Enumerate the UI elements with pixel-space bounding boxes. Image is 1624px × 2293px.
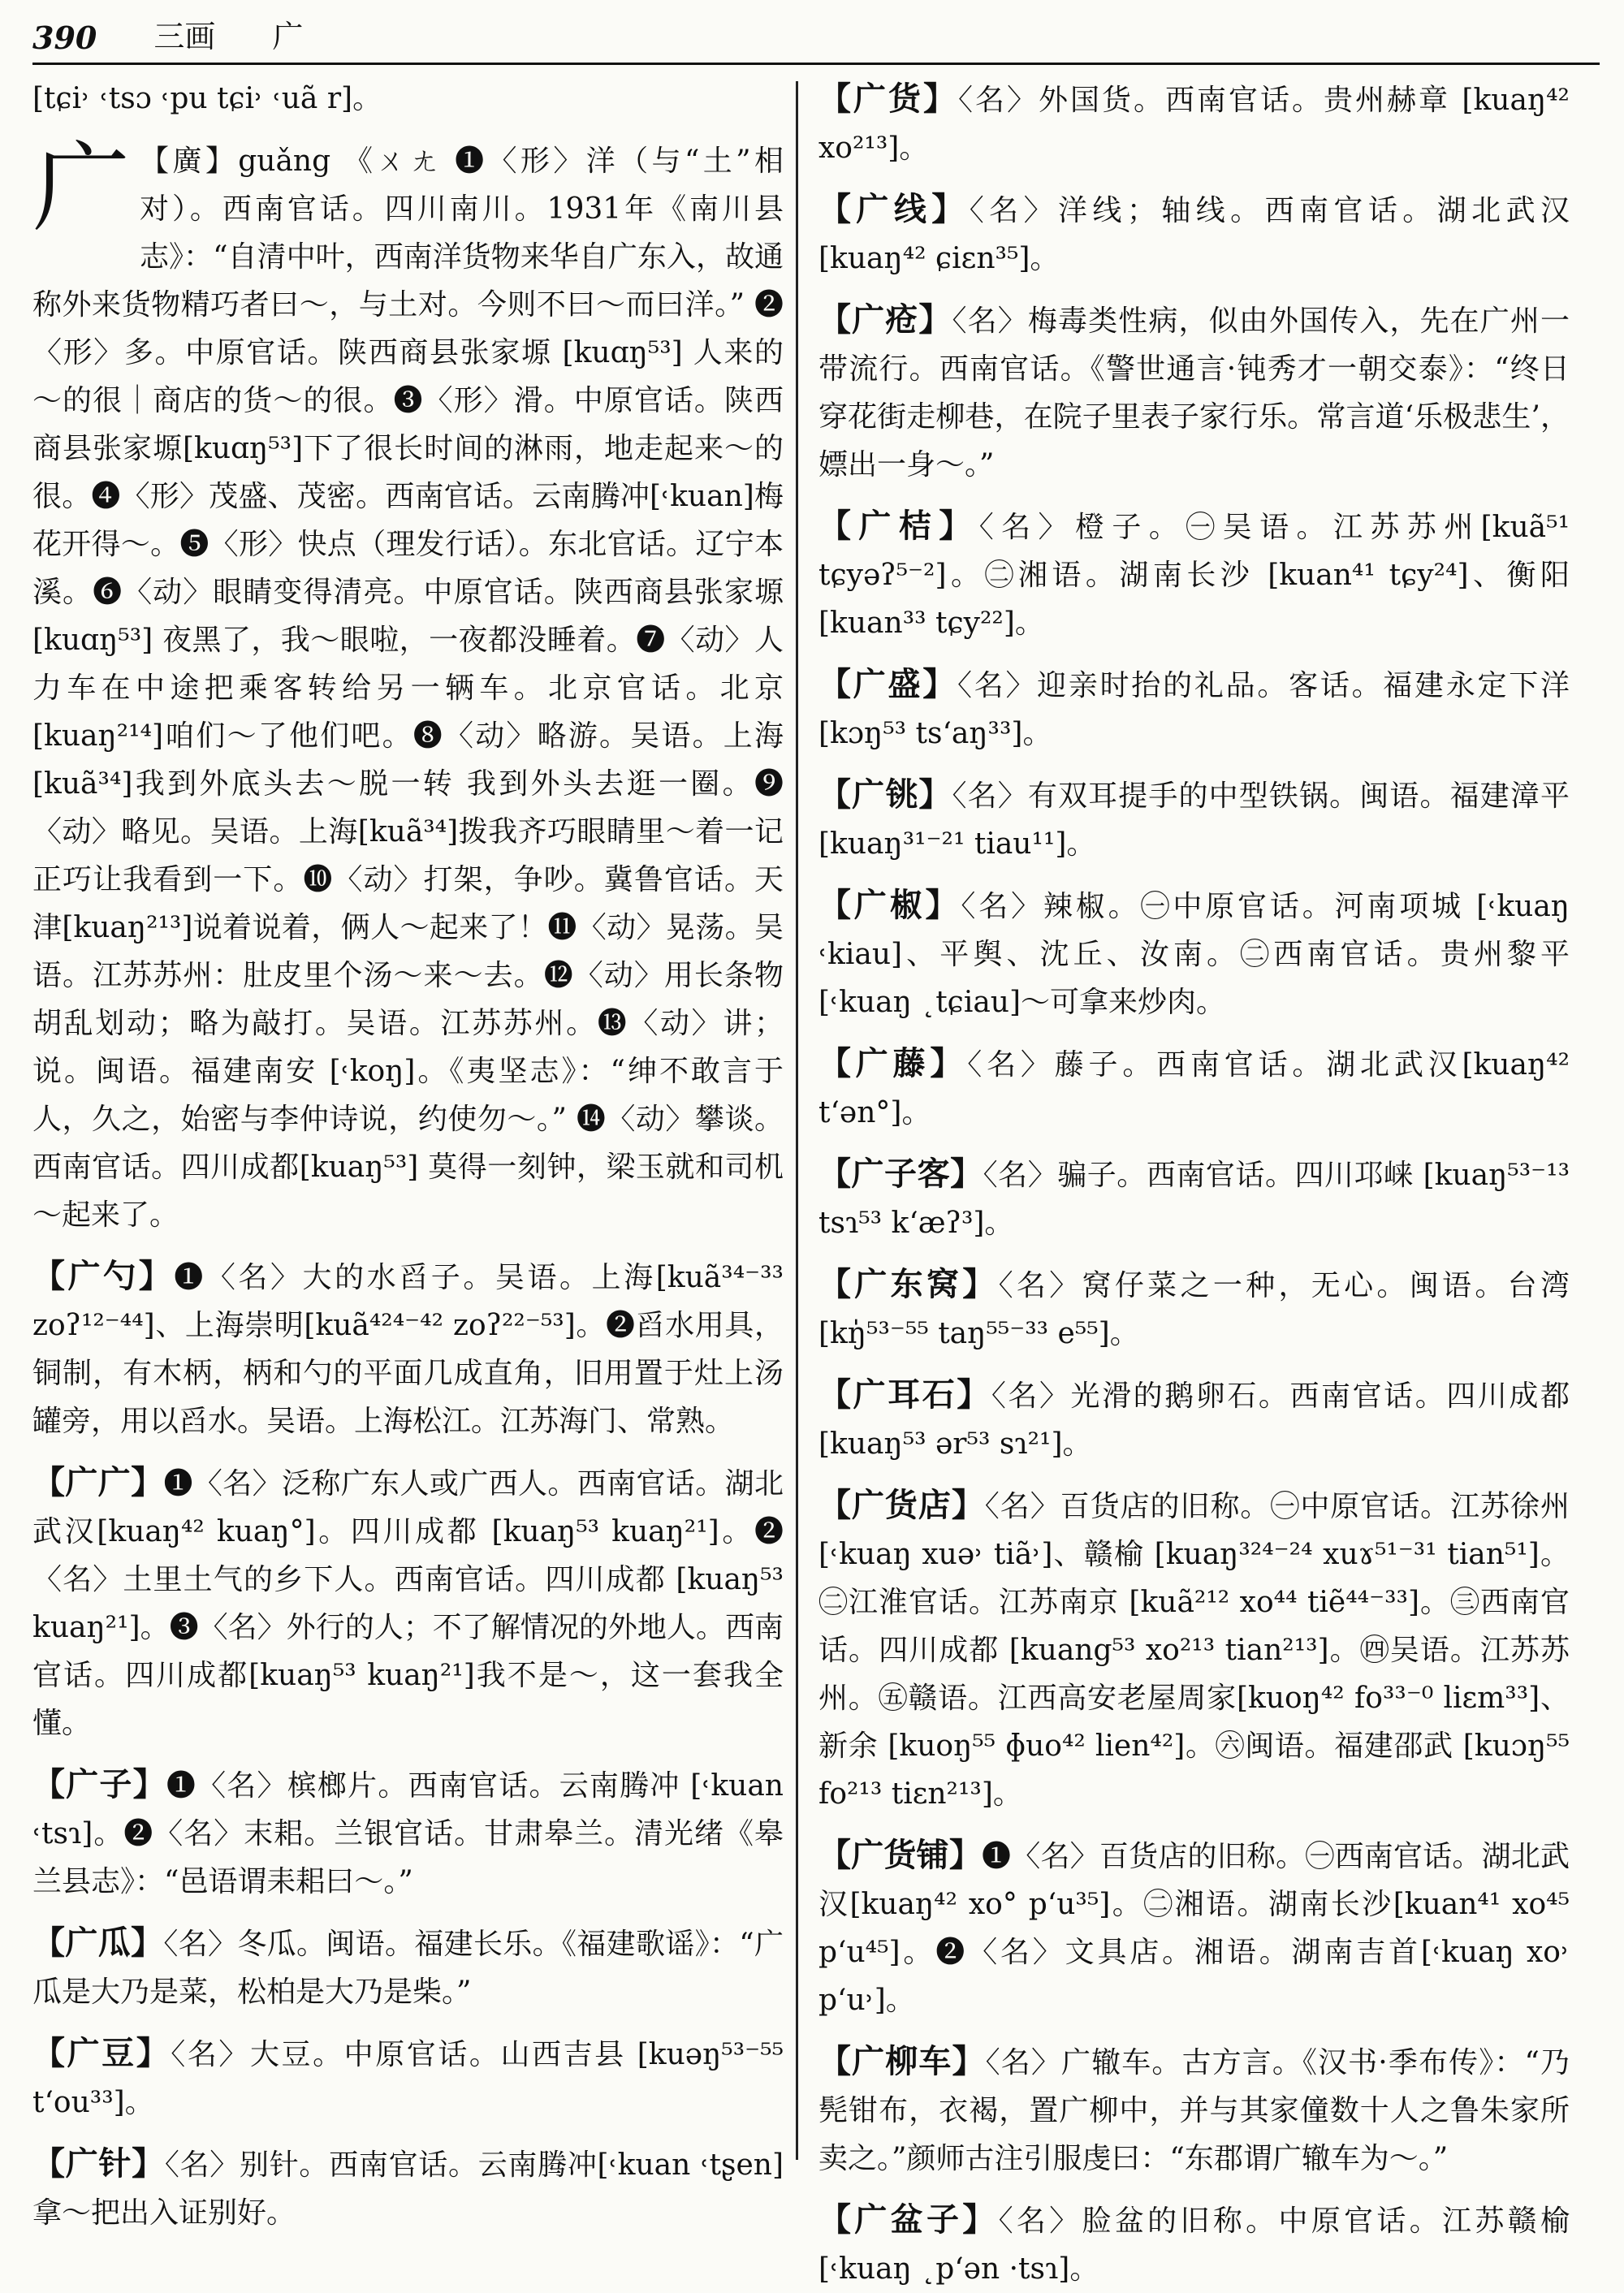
entry-headword: 【广铫】: [818, 775, 952, 814]
dictionary-entry: [32, 1760, 784, 1906]
entry-definition: 〈名〉脸盆的旧称。中原官话。江苏赣榆 [˓kuaŋ ˛p‘ən ·tsɿ]。: [818, 2204, 1570, 2286]
entry-definition: 〈名〉骗子。西南官话。四川邛崃 [kuaŋ⁵³⁻¹³ tsɿ⁵³ k‘æʔ³]。: [818, 1159, 1570, 1240]
entry-headword: 【广东窝】: [818, 1265, 999, 1303]
entry-definition: 〈名〉百货店的旧称。㊀中原官话。江苏徐州 [˓kuaŋ xuə˒ tiã˒]、赣榆 [kuaŋ³²⁴⁻²⁴ xuɤ⁵¹⁻³¹ tian⁵¹]。㊁江淮官话。江苏南京 [kuã²¹² xo⁴⁴ tiẽ⁴⁴⁻³³]。㊂西南官话。四川成都 [kuang⁵³ xo²¹³ tian²¹³]。㊃吴语。江苏苏州。㊄赣语。江西高安老屋周家[kuoŋ⁴² fo³³⁻⁰ liɛm³³]、新余 [kuoŋ⁵⁵ ɸuo⁴² lien⁴²]。㊅闽语。福建邵武 [kuɔŋ⁵⁵ fo²¹³ tiɛn²¹³]。: [818, 1490, 1570, 1811]
right-entry-list: [818, 75, 1570, 2293]
entry-definition: ❶〈名〉槟榔片。西南官话。云南腾冲 [˓kuan ˓tsɿ]。❷〈名〉末耜。兰银官话。甘肃皋兰。清光绪《皋兰县志》：“邑语谓耒耜曰～。”: [32, 1769, 784, 1898]
entry-definition: 〈名〉迎亲时抬的礼品。客话。福建永定下洋 [kɔŋ⁵³ ts‘aŋ³³]。: [818, 669, 1570, 750]
dictionary-entry: [818, 771, 1570, 868]
dictionary-entry: [818, 660, 1570, 758]
main-entry: [32, 132, 784, 1239]
dictionary-entry: [32, 2140, 784, 2237]
dictionary-entry: [818, 296, 1570, 489]
entry-definition: 〈名〉窝仔菜之一种，无心。闽语。台湾[kŋ̍⁵³⁻⁵⁵ taŋ⁵⁵⁻³³ e⁵⁵]。: [818, 1269, 1570, 1350]
dictionary-entry: [32, 1252, 784, 1445]
entry-definition: 〈名〉外国货。西南官话。贵州赫章 [kuaŋ⁴² xo²¹³]。: [818, 84, 1570, 165]
entry-definition: 〈名〉光滑的鹅卵石。西南官话。四川成都 [kuaŋ⁵³ ər⁵³ sɿ²¹]。: [818, 1380, 1570, 1461]
entry-definition: 〈名〉冬瓜。闽语。福建长乐。《福建歌谣》：“广瓜是大乃是菜，松柏是大乃是柴。”: [32, 1928, 784, 2009]
right-column: [818, 75, 1570, 2286]
dictionary-entry: [818, 185, 1570, 283]
dictionary-entry: [818, 2037, 1570, 2183]
entry-headword: 【广豆】: [32, 2034, 171, 2072]
main-entry-text: 【廣】guǎng 《ㄨㄤ ❶〈形〉洋（与“土”相对）。西南官话。四川南川。1931年《南川县志》：“自清中叶，西南洋货物来华自广东入，故通称外来货物精巧者曰～，与土对。今则不曰～而曰洋。” ❷〈形〉多。中原官话。陕西商县张家塬 [kuɑŋ⁵³] 人来的～的很｜商店的货～的很。❸〈形〉滑。中原官话。陕西商县张家塬[kuɑŋ⁵³]下了很长时间的淋雨，地走起来～的很。❹〈形〉茂盛、茂密。西南官话。云南腾冲[˓kuan]梅花开得～。❺〈形〉快点（理发行话）。东北官话。辽宁本溪。❻〈动〉眼睛变得清亮。中原官话。陕西商县张家塬 [kuɑŋ⁵³] 夜黑了，我～眼啦，一夜都没睡着。❼〈动〉人力车在中途把乘客转给另一辆车。北京官话。北京[kuaŋ²¹⁴]咱们～了他们吧。❽〈动〉略游。吴语。上海[kuã³⁴]我到外底头去～脱一转 我到外头去逛一圈。❾〈动〉略见。吴语。上海[kuã³⁴]拨我齐巧眼睛里～着一记正巧让我看到一下。❿〈动〉打架，争吵。冀鲁官话。天津[kuaŋ²¹³]说着说着，俩人～起来了！⓫〈动〉晃荡。吴语。江苏苏州：肚皮里个汤～来～去。⓬〈动〉用长条物胡乱划动；略为敲打。吴语。江苏苏州。⓭〈动〉讲；说。闽语。福建南安 [˓koŋ]。《夷坚志》：“绅不敢言于人，久之，始密与李仲诗说，约使勿～。” ⓮〈动〉攀谈。西南官话。四川成都[kuaŋ⁵³] 莫得一刻钟，梁玉就和司机～起来了。: [32, 145, 784, 1232]
entry-definition: ❶〈名〉泛称广东人或广西人。西南官话。湖北武汉[kuaŋ⁴² kuaŋ°]。四川成都 [kuaŋ⁵³ kuaŋ²¹]。❷〈名〉土里土气的乡下人。西南官话。四川成都 [kuaŋ⁵³ kuaŋ²¹]。❸〈名〉外行的人；不了解情况的外地人。西南官话。四川成都[kuaŋ⁵³ kuaŋ²¹]我不是～，这一套我全懂。: [32, 1467, 784, 1740]
dictionary-entry: [32, 2029, 784, 2127]
entry-headword: 【广椒】: [818, 886, 961, 924]
page-number: 390: [32, 19, 97, 56]
entry-definition: 〈名〉辣椒。㊀中原官话。河南项城 [˓kuaŋ ˓kiau]、平舆、沈丘、汝南。㊁西南官话。贵州黎平 [˓kuaŋ ˛tɕiau]～可拿来炒肉。: [818, 890, 1570, 1019]
main-character: 广: [32, 132, 130, 245]
radical-label: 广: [272, 19, 304, 54]
dictionary-entry: [818, 1481, 1570, 1818]
entry-headword: 【广藤】: [818, 1044, 968, 1082]
dictionary-entry: [818, 881, 1570, 1026]
entry-headword: 【广疮】: [818, 300, 952, 339]
entry-definition: ❶〈名〉百货店的旧称。㊀西南官话。湖北武汉[kuaŋ⁴² xo° p‘u³⁵]。㊁湘语。湖南长沙[kuan⁴¹ xo⁴⁵ p‘u⁴⁵]。❷〈名〉文具店。湘语。湖南吉首[˓kuaŋ xo˒ p‘u˒]。: [818, 1840, 1570, 2017]
entry-headword: 【广货店】: [818, 1486, 985, 1524]
section-label: 三画: [153, 19, 216, 54]
entry-headword: 【广子客】: [818, 1155, 983, 1193]
entry-definition: 〈名〉洋线；轴线。西南官话。湖北武汉 [kuaŋ⁴² ɕiɛn³⁵]。: [818, 194, 1570, 275]
dictionary-entry: [818, 1831, 1570, 2024]
dictionary-entry: [32, 1458, 784, 1747]
dictionary-entry: [818, 502, 1570, 647]
entry-definition: 〈名〉大豆。中原官话。山西吉县 [kuəŋ⁵³⁻⁵⁵ t‘ou³³]。: [32, 2038, 784, 2119]
dictionary-entry: [818, 2196, 1570, 2293]
entry-headword: 【广盆子】: [818, 2200, 999, 2239]
dictionary-entry: [818, 1150, 1570, 1247]
entry-headword: 【广广】: [32, 1463, 164, 1501]
entry-definition: 〈名〉别针。西南官话。云南腾冲[˓kuan ˓tʂen] 拿～把出入证别好。: [32, 2148, 784, 2230]
entry-headword: 【广柳车】: [818, 2042, 986, 2080]
continued-text: [tɕi˒ ˓tsɔ ˓pu tɕi˒ ˓uã r]。: [32, 82, 382, 115]
entry-headword: 【广桔】: [818, 507, 979, 545]
entry-definition: ❶〈名〉大的水舀子。吴语。上海[kuã³⁴⁻³³ zoʔ¹²⁻⁴⁴]、上海崇明[kuã⁴²⁴⁻⁴² zoʔ²²⁻⁵³]。❷舀水用具，铜制，有木柄，柄和勺的平面几成直角，旧用置于灶上汤罐旁，用以舀水。吴语。上海松江。江苏海门、常熟。: [32, 1261, 784, 1438]
entry-definition: 〈名〉有双耳提手的中型铁锅。闽语。福建漳平[kuaŋ³¹⁻²¹ tiau¹¹]。: [818, 779, 1570, 861]
dictionary-entry: [818, 1260, 1570, 1358]
dictionary-entry: [818, 1371, 1570, 1468]
entry-headword: 【广线】: [818, 190, 970, 228]
dictionary-entry: [818, 1039, 1570, 1137]
entry-definition: 〈名〉广辙车。古方言。《汉书·季布传》：“乃髡钳布，衣褐，置广柳中，并与其家僮数十人之鲁朱家所卖之。”颜师古注引服虔曰：“东郡谓广辙车为～。”: [818, 2046, 1570, 2175]
dictionary-entry: [818, 75, 1570, 172]
entry-headword: 【广货铺】: [818, 1836, 983, 1874]
column-divider: [796, 81, 798, 2160]
entry-definition: 〈名〉梅毒类性病，似由外国传入，先在广州一带流行。西南官话。《警世通言·钝秀才一朝交泰》：“终日穿花街走柳巷，在院子里表子家行乐。常言道‘乐极悲生’，嫖出一身～。”: [818, 304, 1570, 481]
page-header: [32, 15, 1600, 65]
entry-headword: 【广针】: [32, 2144, 165, 2183]
entry-headword: 【广盛】: [818, 665, 957, 703]
left-column: [32, 75, 784, 2230]
entry-headword: 【广货】: [818, 80, 958, 118]
dictionary-entry: [32, 1919, 784, 2016]
entry-headword: 【广耳石】: [818, 1375, 991, 1414]
entry-headword: 【广勺】: [32, 1257, 175, 1295]
entry-headword: 【广瓜】: [32, 1924, 164, 1962]
entry-definition: 〈名〉橙子。㊀吴语。江苏苏州[kuã⁵¹ tɕyəʔ⁵⁻²]。㊁湘语。湖南长沙 [kuan⁴¹ tɕy²⁴]、衡阳[kuan³³ tɕy²²]。: [818, 511, 1570, 640]
entry-headword: 【广子】: [32, 1765, 166, 1803]
entry-definition: 〈名〉藤子。西南官话。湖北武汉[kuaŋ⁴² t‘ən°]。: [818, 1048, 1570, 1129]
left-entry-list: [32, 1252, 784, 2237]
